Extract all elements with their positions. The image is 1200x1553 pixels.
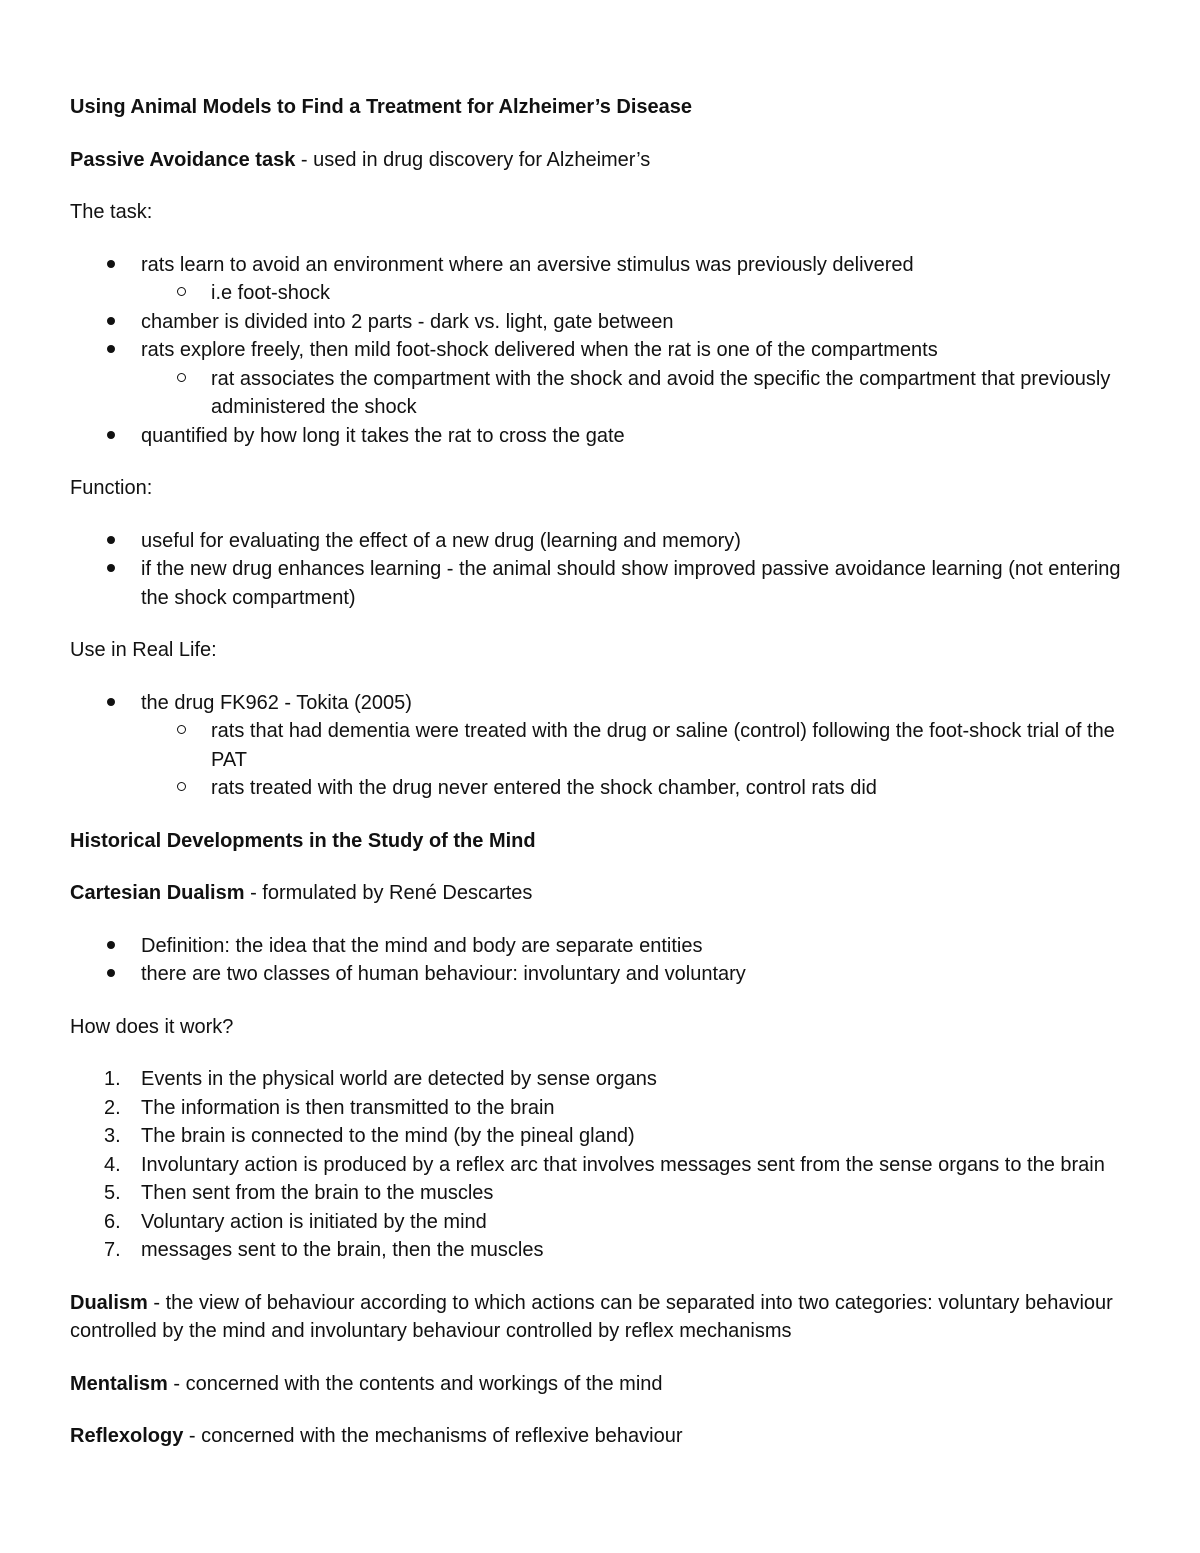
term-definition xyxy=(70,1422,1130,1451)
list-item-text: Events in the physical world are detected by sense organs xyxy=(141,1068,657,1090)
subheading-text: Use in Real Life: xyxy=(70,639,217,661)
list-item-text: there are two classes of human behaviour: involuntary and voluntary xyxy=(141,963,746,985)
hollow-bullet-icon xyxy=(177,725,186,734)
sub-list-item xyxy=(70,717,1130,774)
term-description: - concerned with the contents and workings of the mind xyxy=(167,1372,663,1395)
list-number: 6. xyxy=(104,1210,121,1233)
list-item-text: rats treated with the drug never entered the shock chamber, control rats did xyxy=(211,777,877,799)
list-item xyxy=(70,960,1130,989)
list-item xyxy=(70,1208,1130,1237)
bullet-icon xyxy=(107,317,115,325)
bullet-list xyxy=(70,251,1130,451)
term-description: - used in drug discovery for Alzheimer’s xyxy=(295,148,651,171)
term-definition xyxy=(70,879,1130,908)
subheading-text: How does it work? xyxy=(70,1015,234,1038)
section-heading: Using Animal Models to Find a Treatment for Alzheimer’s Disease xyxy=(70,96,692,118)
list-item-text: chamber is divided into 2 parts - dark vs. light, gate between xyxy=(141,310,674,333)
list-item xyxy=(70,932,1130,961)
term-description: - the view of behaviour according to which actions can be separated into two categories: voluntary behaviour controlled by the mind and involuntary behaviour controlled by reflex mechanisms xyxy=(70,1291,1113,1342)
list-item-text: The information is then transmitted to the brain xyxy=(141,1096,555,1119)
term-label: Dualism xyxy=(70,1291,148,1314)
list-item-text: i.e foot-shock xyxy=(211,282,330,304)
term-label: Mentalism xyxy=(70,1372,168,1395)
list-item xyxy=(70,1179,1130,1208)
bullet-icon xyxy=(107,969,115,977)
hollow-bullet-icon xyxy=(177,782,186,791)
list-item xyxy=(70,1151,1130,1180)
list-number: 5. xyxy=(104,1182,121,1204)
list-item-text: quantified by how long it takes the rat to cross the gate xyxy=(141,424,625,447)
list-item xyxy=(70,251,1130,280)
section-heading: Historical Developments in the Study of the Mind xyxy=(70,829,536,852)
hollow-bullet-icon xyxy=(177,373,186,382)
bullet-icon xyxy=(107,431,115,439)
list-item-text: Voluntary action is initiated by the mind xyxy=(141,1210,487,1233)
term-definition xyxy=(70,1289,1130,1346)
bullet-icon xyxy=(107,260,115,268)
list-item-text: Definition: the idea that the mind and body are separate entities xyxy=(141,934,703,957)
list-item-text: the drug FK962 - Tokita (2005) xyxy=(141,691,412,714)
list-item-text: messages sent to the brain, then the muscles xyxy=(141,1239,544,1261)
list-item xyxy=(70,1122,1130,1151)
subheading-text: Function: xyxy=(70,477,153,499)
term-description: - formulated by René Descartes xyxy=(244,882,533,904)
numbered-list xyxy=(70,1065,1130,1265)
list-item-text: useful for evaluating the effect of a new drug (learning and memory) xyxy=(141,529,741,552)
list-item xyxy=(70,555,1130,612)
term-label: Passive Avoidance task xyxy=(70,148,296,171)
list-item-text: if the new drug enhances learning - the animal should show improved passive avoidance learning (not entering the shock compartment) xyxy=(141,558,1121,609)
list-item xyxy=(70,1065,1130,1094)
term-label: Cartesian Dualism xyxy=(70,882,245,904)
list-item xyxy=(70,527,1130,556)
list-number: 4. xyxy=(104,1153,121,1176)
list-item-text: Then sent from the brain to the muscles xyxy=(141,1182,494,1204)
list-number: 1. xyxy=(104,1068,121,1090)
list-item-text: Involuntary action is produced by a reflex arc that involves messages sent from the sense organs to the brain xyxy=(141,1153,1105,1176)
hollow-bullet-icon xyxy=(177,287,186,296)
bullet-list xyxy=(70,527,1130,613)
bullet-icon xyxy=(107,536,115,544)
list-item xyxy=(70,1236,1130,1265)
list-number: 3. xyxy=(104,1125,121,1147)
list-item xyxy=(70,308,1130,337)
list-item xyxy=(70,336,1130,365)
subheading-text: The task: xyxy=(70,201,153,223)
bullet-icon xyxy=(107,941,115,949)
bullet-icon xyxy=(107,698,115,706)
list-item xyxy=(70,689,1130,718)
bullet-list xyxy=(70,932,1130,989)
bullet-list xyxy=(70,689,1130,803)
list-item-text: The brain is connected to the mind (by the pineal gland) xyxy=(141,1125,635,1147)
list-number: 2. xyxy=(104,1096,121,1119)
list-item-text: rats explore freely, then mild foot-shock delivered when the rat is one of the compartments xyxy=(141,339,938,361)
list-item xyxy=(70,1094,1130,1123)
list-item-text: rats learn to avoid an environment where an aversive stimulus was previously delivered xyxy=(141,253,914,276)
list-item-text: rat associates the compartment with the shock and avoid the specific the compartment that previously administered the shock xyxy=(211,367,1111,418)
term-definition xyxy=(70,146,1130,175)
term-description: - concerned with the mechanisms of reflexive behaviour xyxy=(183,1425,683,1447)
sub-list-item xyxy=(70,774,1130,803)
term-definition xyxy=(70,1370,1130,1399)
list-item-text: rats that had dementia were treated with the drug or saline (control) following the foot-shock trial of the PAT xyxy=(211,720,1115,771)
sub-list-item xyxy=(70,365,1130,422)
bullet-icon xyxy=(107,345,115,353)
list-number: 7. xyxy=(104,1239,121,1261)
term-label: Reflexology xyxy=(70,1425,184,1447)
sub-list-item xyxy=(70,279,1130,308)
bullet-icon xyxy=(107,564,115,572)
list-item xyxy=(70,422,1130,451)
